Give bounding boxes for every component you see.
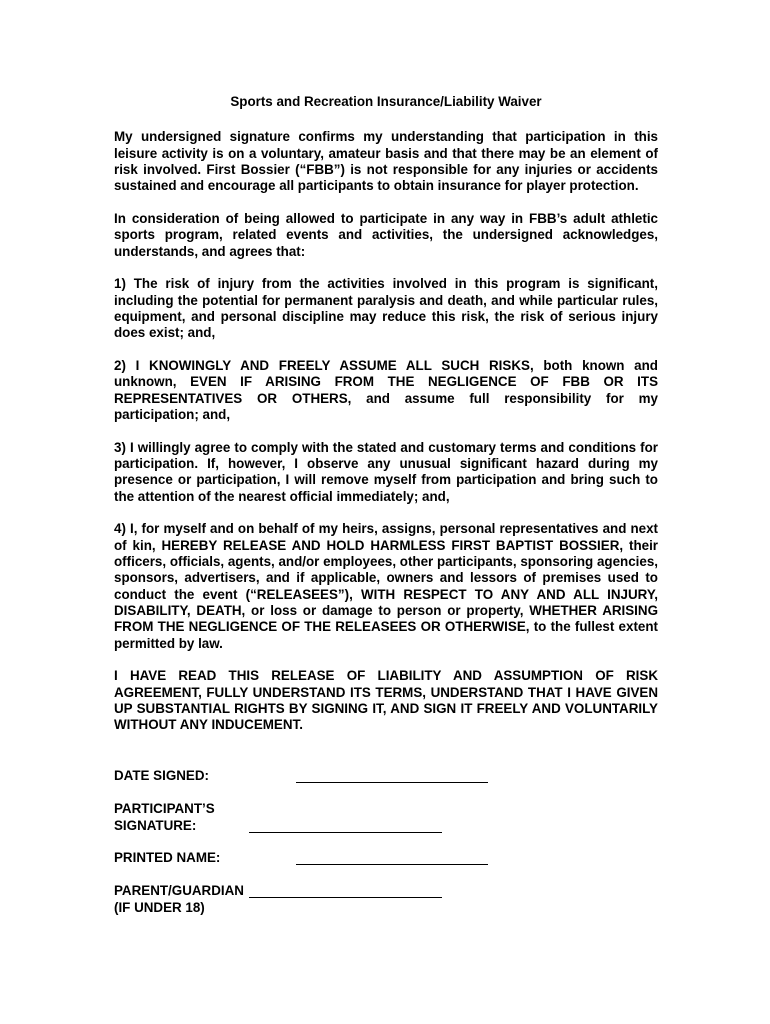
guardian-label-line2: (IF UNDER 18) (114, 900, 205, 915)
document-title: Sports and Recreation Insurance/Liability Waiver (230, 94, 542, 109)
printed-name-label: PRINTED NAME: (114, 850, 221, 865)
guardian-label-line1: PARENT/GUARDIAN (114, 883, 244, 898)
participant-label-line2: SIGNATURE: (114, 818, 197, 833)
date-signed-label: DATE SIGNED: (114, 768, 209, 783)
participant-label-line1: PARTICIPANT’S (114, 801, 215, 816)
participant-signature-line[interactable] (249, 832, 442, 833)
waiver-document (114, 94, 658, 750)
paragraph-clause-2: 2) I KNOWINGLY AND FREELY ASSUME ALL SUCH RISKS, both known and unknown, EVEN IF ARISING FROM THE NEGLIGENCE OF FBB OR ITS REPRESENTATIVES OR OTHERS, and assume full responsibility for my participation; and, (114, 358, 658, 422)
printed-name-line[interactable] (296, 864, 488, 865)
paragraph-acknowledgement: I HAVE READ THIS RELEASE OF LIABILITY AND ASSUMPTION OF RISK AGREEMENT, FULLY UNDERSTAND ITS TERMS, UNDERSTAND THAT I HAVE GIVEN UP SUBSTANTIAL RIGHTS BY SIGNING IT, AND SIGN IT FREELY AND VOLUNTARILY WITHOUT ANY INDUCEMENT. (114, 668, 658, 733)
paragraph-clause-3: 3) I willingly agree to comply with the stated and customary terms and conditions for participation. If, however, I observe any unusual significant hazard during my presence or participation, I will remove myself from participation and bring such to the attention of the nearest official immediately; and, (114, 439, 658, 504)
paragraph-consideration: In consideration of being allowed to participate in any way in FBB’s adult athletic sports program, related events and activities, the undersigned acknowledges, understands, and agrees that: (114, 210, 658, 259)
paragraph-intro: My undersigned signature confirms my understanding that participation in this leisure activity is on a voluntary, amateur basis and that there may be an element of risk involved. First Bossier (“FBB”) is not responsible for any injuries or accidents sustained and encourage all participants to obtain insurance for player protection. (114, 129, 658, 194)
date-signed-line[interactable] (296, 782, 488, 783)
paragraph-clause-4: 4) I, for myself and on behalf of my heirs, assigns, personal representatives and next of kin, HEREBY RELEASE AND HOLD HARMLESS FIRST BAPTIST BOSSIER, their officers, officials, agents, and/or employees, other participants, sponsoring agencies, sponsors, advertisers, and if applicable, owners and lessors of premises used to conduct the event (“RELEASEES”), WITH RESPECT TO ANY AND ALL INJURY, DISABILITY, DEATH, or loss or damage to person or property, WHETHER ARISING FROM THE NEGLIGENCE OF THE RELEASEES OR OTHERWISE, to the fullest extent permitted by law. (114, 521, 658, 651)
guardian-signature-line[interactable] (249, 897, 442, 898)
paragraph-clause-1: 1) The risk of injury from the activities involved in this program is significant, including the potential for permanent paralysis and death, and while particular rules, equipment, and personal discipline may reduce this risk, the risk of serious injury does exist; and, (114, 276, 658, 341)
